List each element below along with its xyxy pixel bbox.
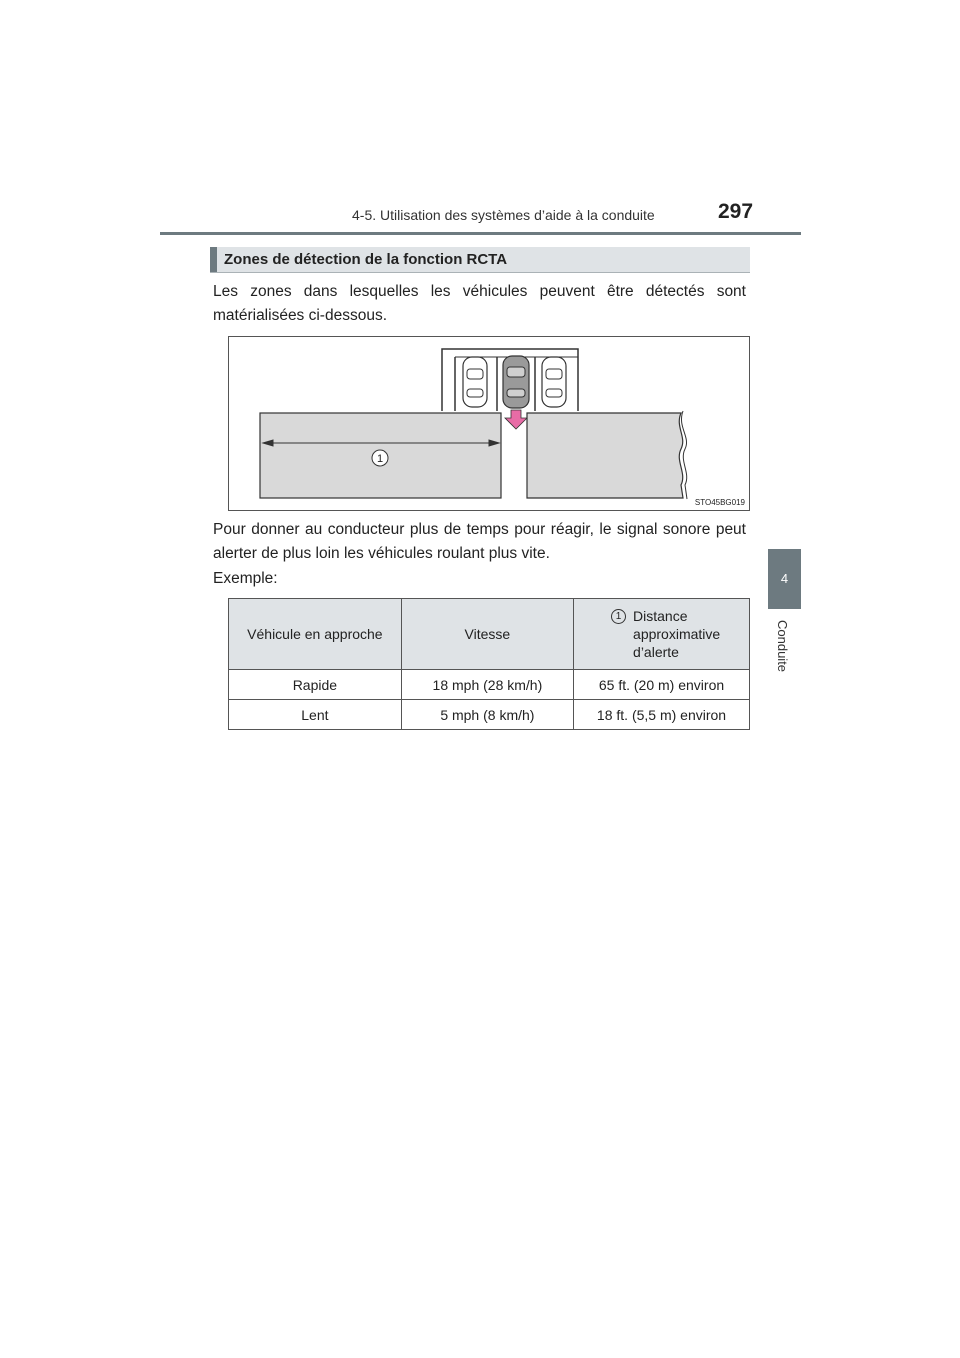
cell-distance: 65 ft. (20 m) environ xyxy=(574,670,750,700)
parked-car-right-icon xyxy=(542,357,566,407)
cell-vehicle: Rapide xyxy=(229,670,402,700)
section-accent xyxy=(210,247,217,272)
cell-vehicle: Lent xyxy=(229,700,402,730)
header-distance xyxy=(574,599,750,670)
header-rule xyxy=(160,232,801,235)
header-speed: Vitesse xyxy=(401,599,573,670)
section-heading xyxy=(210,247,750,273)
header-section-title: 4-5. Utilisation des systèmes d’aide à la conduite xyxy=(352,207,655,223)
reversing-car-icon xyxy=(503,356,529,408)
cell-distance: 18 ft. (5,5 m) environ xyxy=(574,700,750,730)
chapter-tab[interactable]: 4 xyxy=(768,549,801,609)
break-line xyxy=(681,411,687,499)
table-row xyxy=(229,700,750,730)
page-number: 297 xyxy=(718,200,754,223)
header-distance-label: Distance approximative d’alerte xyxy=(633,608,721,660)
table-row xyxy=(229,670,750,700)
reverse-arrow-icon xyxy=(505,410,527,429)
header-vehicle: Véhicule en approche xyxy=(229,599,402,670)
detection-zone-right xyxy=(527,413,683,498)
parked-car-left-icon xyxy=(463,357,487,407)
section-title: Zones de détection de la fonction RCTA xyxy=(224,251,508,268)
cell-speed: 18 mph (28 km/h) xyxy=(401,670,573,700)
intro-paragraph: Les zones dans lesquelles les véhicules peuvent être détectés sont matérialisées ci-dessous. xyxy=(213,283,746,324)
table-header-row xyxy=(229,599,750,670)
note-paragraph: Pour donner au conducteur plus de temps pour réagir, le signal sonore peut alerter de plus loin les véhicules roulant plus vite. xyxy=(213,521,746,562)
example-label: Exemple: xyxy=(213,570,278,587)
parking-diagram xyxy=(229,337,749,510)
rcta-detection-figure xyxy=(228,336,750,511)
figure-code: STO45BG019 xyxy=(694,498,745,507)
chapter-label: Conduite xyxy=(775,620,790,673)
alert-distance-table xyxy=(228,598,750,730)
cell-speed: 5 mph (8 km/h) xyxy=(401,700,573,730)
callout-marker-table: 1 xyxy=(611,609,626,624)
callout-label: 1 xyxy=(376,453,384,465)
